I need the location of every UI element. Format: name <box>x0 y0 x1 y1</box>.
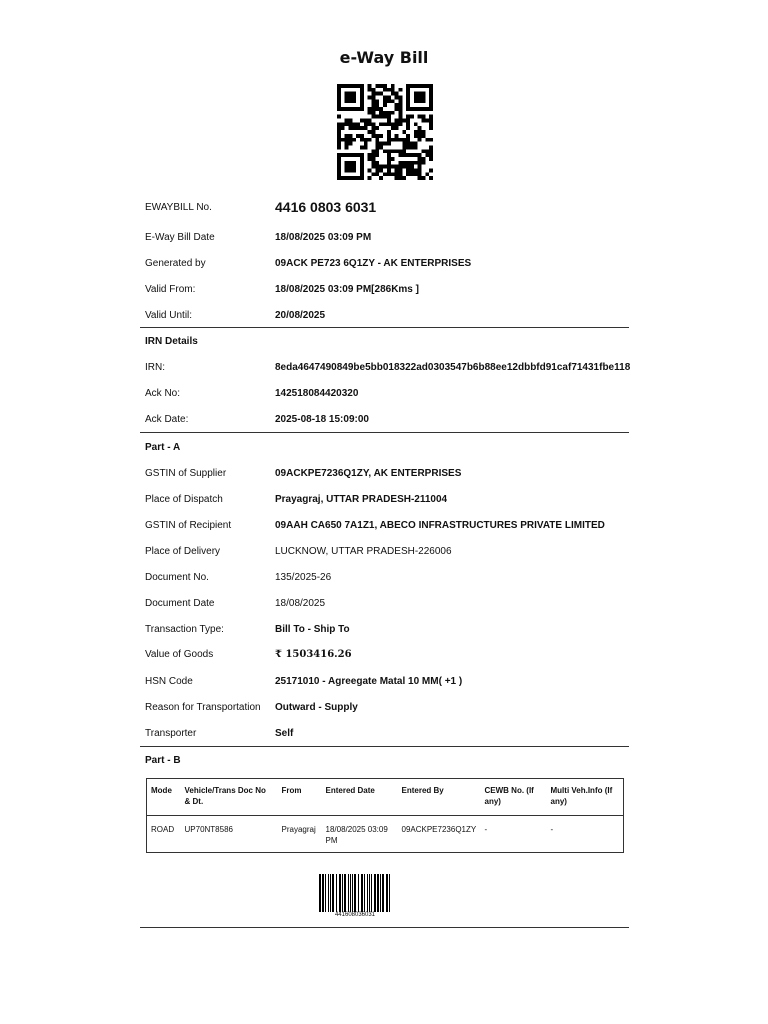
barcode-number: 441608036031 <box>334 912 376 918</box>
divider <box>140 927 629 928</box>
supplier-gstin-label: GSTIN of Supplier <box>145 468 227 479</box>
ewaybill-date-value: 18/08/2025 03:09 PM <box>275 232 372 243</box>
page-title: e-Way Bill <box>339 48 429 67</box>
table-cell: UP70NT8586 <box>184 825 233 834</box>
irn-label: IRN: <box>145 362 165 373</box>
column-header: From <box>278 779 322 816</box>
irn-value: 8eda4647490849be5bb018322ad0303547b6b88ee12dbbfd91caf71431fbe118 <box>275 362 631 373</box>
divider <box>140 432 629 433</box>
divider <box>140 746 629 747</box>
value-of-goods-value: ₹ 1503416.26 <box>275 649 352 660</box>
table-cell: 09ACKPE7236Q1ZY <box>401 825 477 834</box>
column-header: Vehicle/Trans Doc No & Dt. <box>181 779 278 816</box>
ewaybill-no-label: EWAYBILL No. <box>145 202 212 213</box>
ack-no-value: 142518084420320 <box>275 388 359 399</box>
hsn-code-label: HSN Code <box>145 676 193 687</box>
table-cell: ROAD <box>151 825 175 834</box>
transporter-label: Transporter <box>145 728 197 739</box>
value-of-goods-label: Value of Goods <box>145 649 214 660</box>
ewaybill-date-label: E-Way Bill Date <box>145 232 215 243</box>
column-header: Entered Date <box>322 779 398 816</box>
generated-by-label: Generated by <box>145 258 206 269</box>
table-cell: - <box>484 825 488 834</box>
ack-date-label: Ack Date: <box>145 414 189 425</box>
transaction-type-label: Transaction Type: <box>145 624 224 635</box>
valid-from-label: Valid From: <box>145 284 196 295</box>
column-header: Entered By <box>398 779 481 816</box>
place-of-delivery-label: Place of Delivery <box>145 546 221 557</box>
place-of-dispatch-label: Place of Dispatch <box>145 494 223 505</box>
document-date-label: Document Date <box>145 598 215 609</box>
table-cell: 18/08/2025 03:09 PM <box>325 825 388 845</box>
place-of-dispatch-value: Prayagraj, UTTAR PRADESH-211004 <box>275 494 448 505</box>
place-of-delivery-value: LUCKNOW, UTTAR PRADESH-226006 <box>275 546 452 557</box>
valid-from-value: 18/08/2025 03:09 PM[286Kms ] <box>275 284 419 295</box>
recipient-gstin-label: GSTIN of Recipient <box>145 520 232 531</box>
document-no-label: Document No. <box>145 572 209 583</box>
transaction-type-value: Bill To - Ship To <box>275 624 350 635</box>
valid-until-value: 20/08/2025 <box>275 310 326 321</box>
table-cell: - <box>550 825 554 834</box>
reason-for-transportation-value: Outward - Supply <box>275 702 358 713</box>
qr-code <box>337 84 433 180</box>
table-header-row <box>147 779 624 816</box>
valid-until-label: Valid Until: <box>145 310 193 321</box>
hsn-code-value: 25171010 - Agreegate Matal 10 MM( +1 ) <box>275 676 463 687</box>
document-date-value: 18/08/2025 <box>275 598 326 609</box>
barcode <box>319 874 391 912</box>
transporter-value: Self <box>275 728 294 739</box>
column-header: Mode <box>147 779 181 816</box>
reason-for-transportation-label: Reason for Transportation <box>145 702 261 713</box>
column-header: CEWB No. (If any) <box>481 779 547 816</box>
ack-date-value: 2025-08-18 15:09:00 <box>275 414 369 425</box>
part-b-table <box>146 778 624 853</box>
generated-by-value: 09ACK PE723 6Q1ZY - AK ENTERPRISES <box>275 258 472 269</box>
ack-no-label: Ack No: <box>145 388 181 399</box>
part-a-heading: Part - A <box>145 442 181 453</box>
ewaybill-no-value: 4416 0803 6031 <box>275 199 377 215</box>
part-b-heading: Part - B <box>145 755 181 766</box>
column-header: Multi Veh.Info (If any) <box>547 779 624 816</box>
recipient-gstin-value: 09AAH CA650 7A1Z1, ABECO INFRASTRUCTURES PRIVATE LIMITED <box>275 520 605 531</box>
document-no-value: 135/2025-26 <box>275 572 332 583</box>
divider <box>140 327 629 328</box>
supplier-gstin-value: 09ACKPE7236Q1ZY, AK ENTERPRISES <box>275 468 462 479</box>
table-cell: Prayagraj <box>281 825 316 834</box>
table-row <box>147 816 624 853</box>
irn-heading: IRN Details <box>145 336 198 347</box>
